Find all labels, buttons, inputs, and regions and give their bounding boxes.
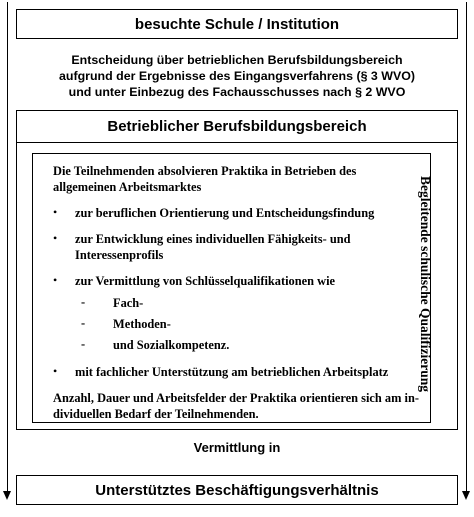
bullet-icon: • (53, 273, 58, 287)
closing-line-2: dividuellen Bedarf der Teilnehmenden. (53, 407, 259, 421)
closing-line-1: Anzahl, Dauer und Arbeitsfelder der Praktika orientieren sich am in- (53, 391, 419, 405)
bullet-4: mit fachlicher Unterstützung am betrieblichen Arbeitsplatz (75, 365, 389, 379)
dash-marker: - (81, 337, 86, 351)
dash-marker: - (81, 316, 86, 330)
bullet-3: zur Vermittlung von Schlüsselqualifikationen wie (75, 274, 336, 288)
left-arrow-line (7, 2, 8, 492)
decision-line-2: aufgrund der Ergebnisse des Eingangsverfahrens (§ 3 WVO) (59, 69, 415, 83)
bullet-2-line-2: Interessenprofils (75, 248, 164, 262)
supported-employment-box (16, 475, 458, 505)
school-institution-label: besuchte Schule / Institution (134, 15, 340, 33)
bullet-icon: • (53, 231, 58, 245)
bullet-icon: • (53, 364, 58, 378)
vocational-training-title: Betrieblicher Berufsbildungsbereich (107, 118, 367, 135)
vocational-training-box (16, 110, 458, 430)
school-qualification-side-label: Begleitende schulische Qualifizierung (418, 176, 433, 392)
bullet-2-line-1: zur Entwicklung eines individuellen Fähigkeits- und (75, 232, 351, 246)
left-arrow-head-icon (3, 491, 11, 500)
supported-employment-label: Unterstütztes Beschäftigungsverhältnis (95, 481, 379, 499)
intro-line-1: Die Teilnehmenden absolvieren Praktika in Betrieben des (53, 164, 357, 178)
sub-item-3: und Sozialkompetenz. (113, 338, 230, 352)
school-institution-box (16, 9, 458, 39)
transition-label: Vermittlung in (193, 440, 281, 455)
intro-line-2: allgemeinen Arbeitsmarktes (53, 180, 202, 194)
right-arrow-head-icon (462, 491, 470, 500)
sub-item-1: Fach- (113, 296, 144, 310)
dash-marker: - (81, 295, 86, 309)
decision-text (16, 52, 458, 100)
decision-line-1: Entscheidung über betrieblichen Berufsbildungsbereich (71, 53, 403, 67)
sub-item-2: Methoden- (113, 317, 171, 331)
right-arrow-line (466, 2, 467, 492)
bullet-1: zur beruflichen Orientierung und Entscheidungsfindung (75, 206, 375, 220)
bullet-icon: • (53, 205, 58, 219)
decision-line-3: und unter Einbezug des Fachausschusses nach § 2 WVO (68, 85, 406, 99)
title-divider (17, 142, 457, 143)
